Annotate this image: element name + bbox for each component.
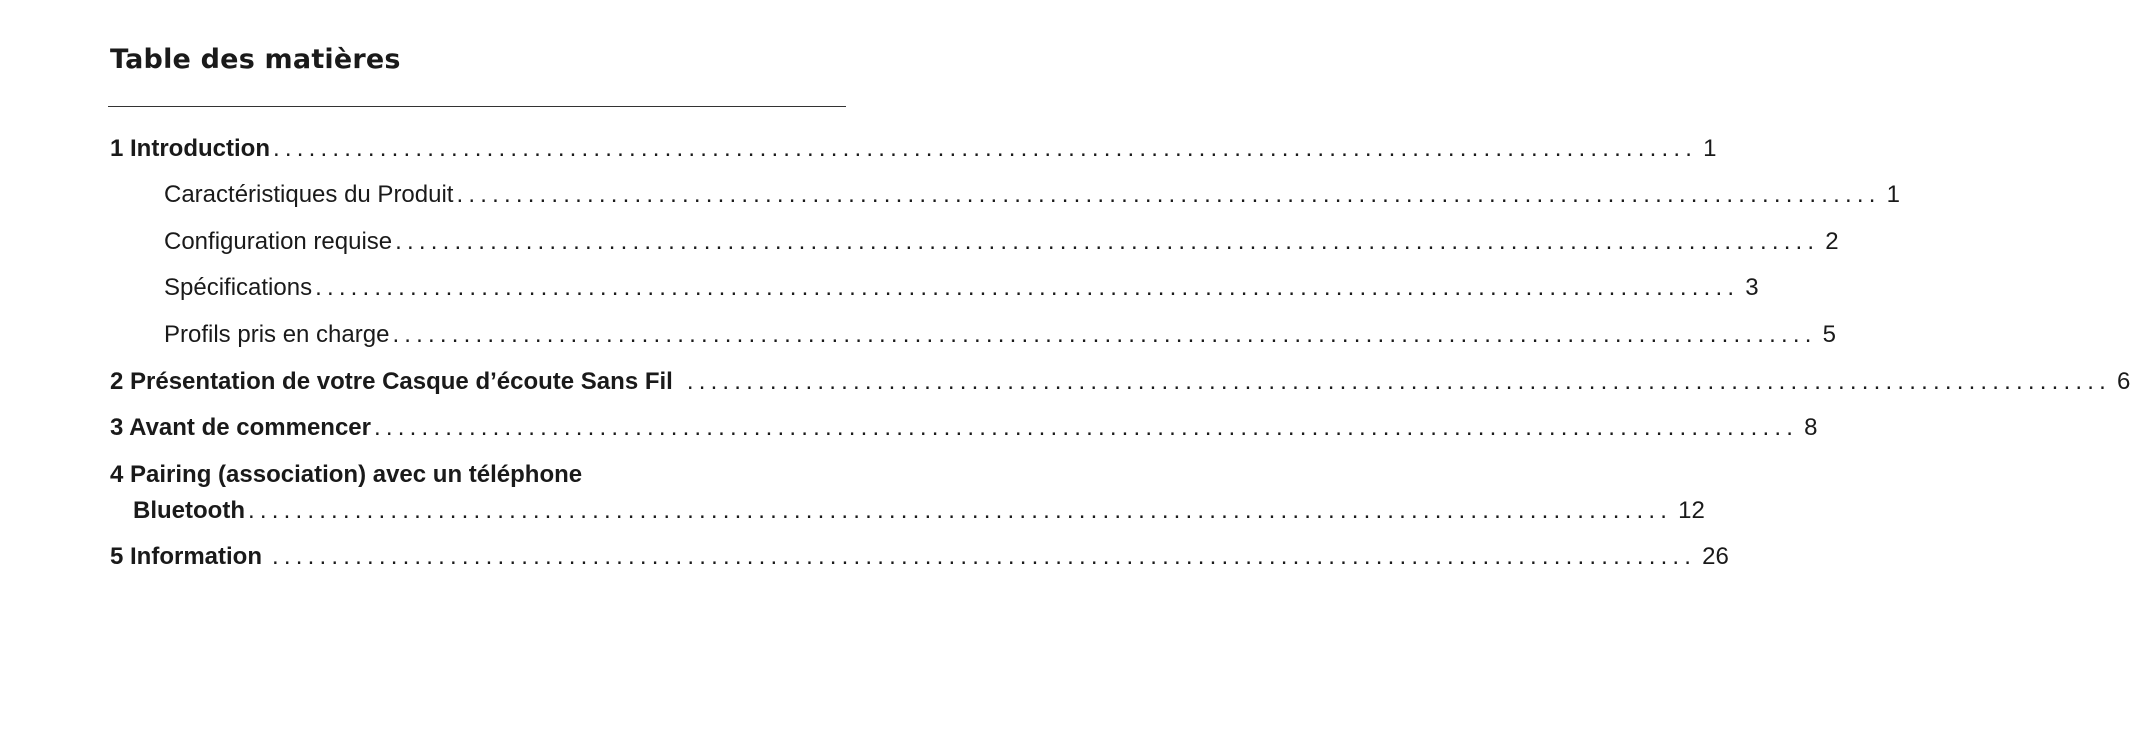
dot-leader: ........................................................................................................................ xyxy=(272,135,1698,162)
toc-page-number: 6 xyxy=(2116,368,2130,395)
toc-page-number: 3 xyxy=(1745,274,1759,301)
toc-page-number: 26 xyxy=(1702,543,1729,570)
toc-entry-specs[interactable] xyxy=(164,273,1759,303)
toc-entry-information[interactable] xyxy=(110,542,1729,572)
dot-leader: ........................................................................................................................ xyxy=(686,368,2111,395)
dot-leader: ........................................................................................................................ xyxy=(395,228,1820,255)
toc-entry-before-start[interactable] xyxy=(110,413,1818,443)
toc-page-number: 12 xyxy=(1678,497,1705,524)
toc-entry-pairing[interactable] xyxy=(133,496,1705,526)
toc-entry-label: 1 Introduction xyxy=(110,135,270,162)
dot-leader: ........................................................................................................................ xyxy=(247,497,1673,524)
dot-leader: ........................................................................................................................ xyxy=(456,181,1881,208)
toc-entry-label: 2 Présentation de votre Casque d’écoute Sans Fil xyxy=(110,368,673,395)
toc-page-number: 1 xyxy=(1703,135,1717,162)
toc-entry-config[interactable] xyxy=(164,227,1839,257)
toc-entry-label: Caractéristiques du Produit xyxy=(164,181,454,208)
toc-entry-features[interactable] xyxy=(164,180,1900,210)
toc-entry-label: 5 Information xyxy=(110,543,263,570)
toc-entry-label: 3 Avant de commencer xyxy=(110,414,371,441)
toc-entry-profiles[interactable] xyxy=(164,320,1836,350)
toc-entry-introduction[interactable] xyxy=(110,134,1717,164)
toc-entry-label: Bluetooth xyxy=(133,497,245,524)
toc-page-number: 2 xyxy=(1825,228,1839,255)
toc-entry-presentation[interactable] xyxy=(110,367,2130,397)
toc-page-number: 5 xyxy=(1822,321,1836,348)
toc-entry-label: Configuration requise xyxy=(164,228,393,255)
dot-leader: ........................................................................................................................ xyxy=(374,414,1799,441)
toc-entry-pairing-line1[interactable]: 4 Pairing (association) avec un téléphone xyxy=(110,461,583,488)
page-title: Table des matières xyxy=(110,44,401,75)
dot-leader: ........................................................................................................................ xyxy=(392,321,1817,348)
toc-page-number: 8 xyxy=(1804,414,1818,441)
dot-leader: ........................................................................................................................ xyxy=(272,543,1697,570)
toc-page-number: 1 xyxy=(1886,181,1900,208)
toc-entry-label: Profils pris en charge xyxy=(164,321,390,348)
toc-entry-label: Spécifications xyxy=(164,274,313,301)
dot-leader: ........................................................................................................................ xyxy=(315,274,1740,301)
